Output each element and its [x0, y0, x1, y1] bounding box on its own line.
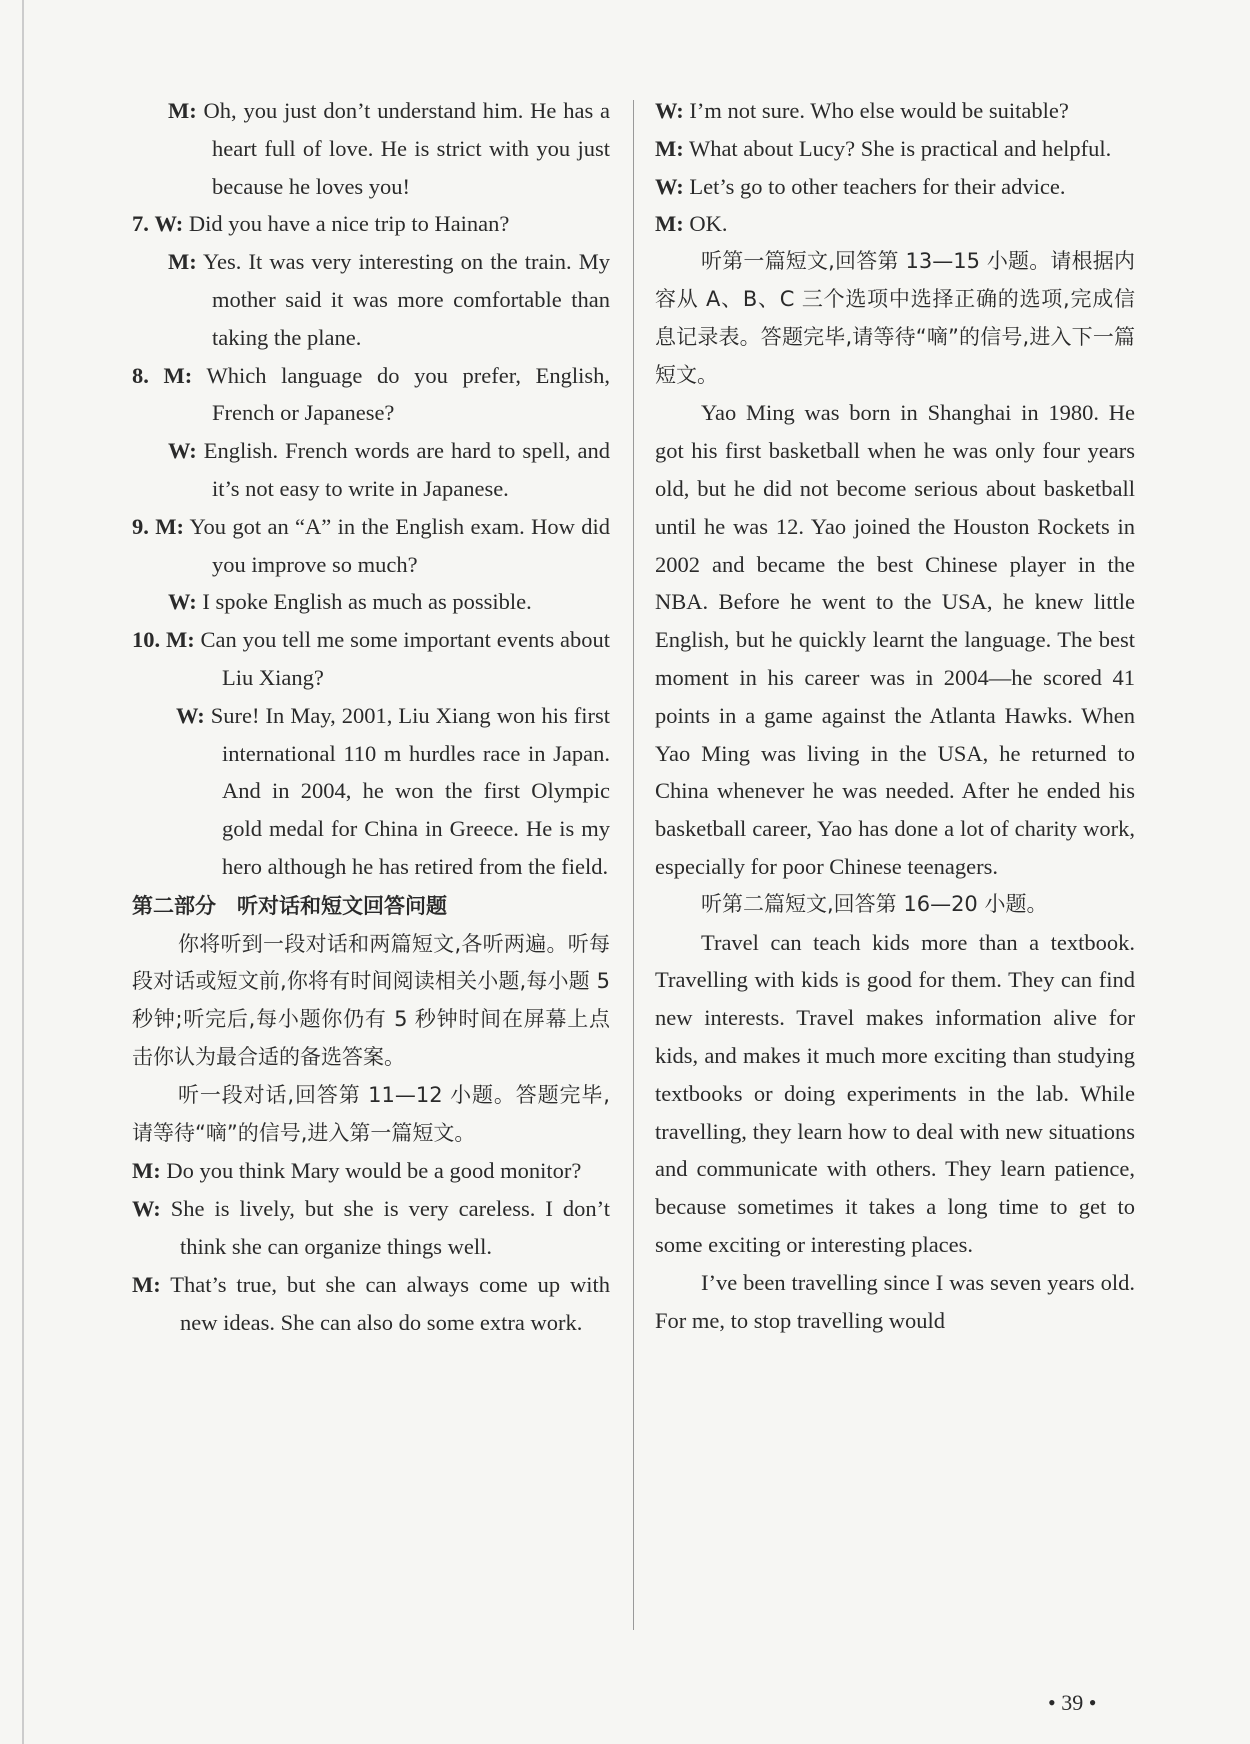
dialog-line: W: Sure! In May, 2001, Liu Xiang won his first international 110 m hurdles race in Japan. And in 2004, he won the first Olympic gold medal for China in Greece. He is my hero although he has retired from the field. — [176, 702, 610, 879]
dialog-line: M: Oh, you just don’t understand him. He has a heart full of love. He is strict with you just because he loves you! — [168, 98, 610, 199]
dialog-line: W: She is lively, but she is very careless. I don’t think she can organize things well. — [132, 1196, 610, 1259]
question-9-line: 9. M: You got an “A” in the English exam. How did you improve so much? — [132, 513, 611, 577]
right-column — [655, 92, 1135, 1339]
dialog-line: M: Do you think Mary would be a good monitor? — [132, 1158, 582, 1184]
dialog-line: M: Yes. It was very interesting on the train. My mother said it was more comfortable than taking the plane. — [168, 249, 611, 350]
dialog-line: W: I’m not sure. Who else would be suitable? — [655, 98, 1069, 123]
section-instructions: 你将听到一段对话和两篇短文,各听两遍。听每段对话或短文前,你将有时间阅读相关小题,每小题 5 秒钟;听完后,每小题你仍有 5 秒钟时间在屏幕上点击你认为最合适的备选答案。 — [132, 931, 610, 1069]
passage-2-paragraph: Travel can teach kids more than a textbook. Travelling with kids is good for them. They can find new interests. Travel makes information alive for kids, and makes it much more exciting than studying textbooks or doing experiments in the lab. While travelling, they learn how to deal with new situations and communicate with others. They learn patience, because sometimes it takes a long time to get to some exciting or interesting places. — [655, 929, 1135, 1257]
passage-1-text: Yao Ming was born in Shanghai in 1980. He got his first basketball when he was only four years old, but he did not become serious about basketball until he was 12. Yao joined the Houston Rockets in 2002 and became the best Chinese player in the NBA. Before he went to the USA, he knew little English, but he quickly learnt the language. The best moment in his career was in 2004—he scored 41 points in a game against the Atlanta Hawks. When Yao Ming was living in the USA, he returned to China whenever he was needed. After he ended his basketball career, Yao has done a lot of charity work, especially for poor Chinese teenagers. — [655, 400, 1135, 879]
dialog-line: M: That’s true, but she can always come up with new ideas. She can also do some extra work. — [132, 1271, 610, 1335]
dialog-instructions: 听一段对话,回答第 11—12 小题。答题完毕,请等待“嘀”的信号,进入第一篇短文。 — [132, 1082, 610, 1145]
passage-2-paragraph: I’ve been travelling since I was seven years old. For me, to stop travelling would — [655, 1269, 1135, 1333]
dialog-line: W: I spoke English as much as possible. — [168, 589, 532, 615]
question-7-line: 7. W: Did you have a nice trip to Hainan? — [132, 211, 510, 237]
dialog-line: M: OK. — [655, 211, 728, 237]
passage-1-instructions: 听第一篇短文,回答第 13—15 小题。请根据内容从 A、B、C 三个选项中选择正确的选项,完成信息记录表。答题完毕,请等待“嘀”的信号,进入下一篇短文。 — [655, 249, 1135, 387]
question-10-line: 10. M: Can you tell me some important events about Liu Xiang? — [132, 627, 611, 690]
passage-2-instructions: 听第二篇短文,回答第 16—20 小题。 — [701, 891, 1048, 916]
dialog-line: W: English. French words are hard to spell, and it’s not easy to write in Japanese. — [168, 438, 610, 501]
page-edge — [22, 0, 24, 1744]
question-8-line: 8. M: Which language do you prefer, English, French or Japanese? — [132, 362, 611, 426]
page-number: • 39 • — [1048, 1690, 1097, 1715]
dialog-line: W: Let’s go to other teachers for their advice. — [655, 173, 1066, 199]
left-column — [132, 92, 610, 1341]
dialog-line: M: What about Lucy? She is practical and helpful. — [655, 135, 1112, 161]
column-divider — [633, 100, 634, 1630]
section-heading: 第二部分 听对话和短文回答问题 — [132, 893, 447, 918]
